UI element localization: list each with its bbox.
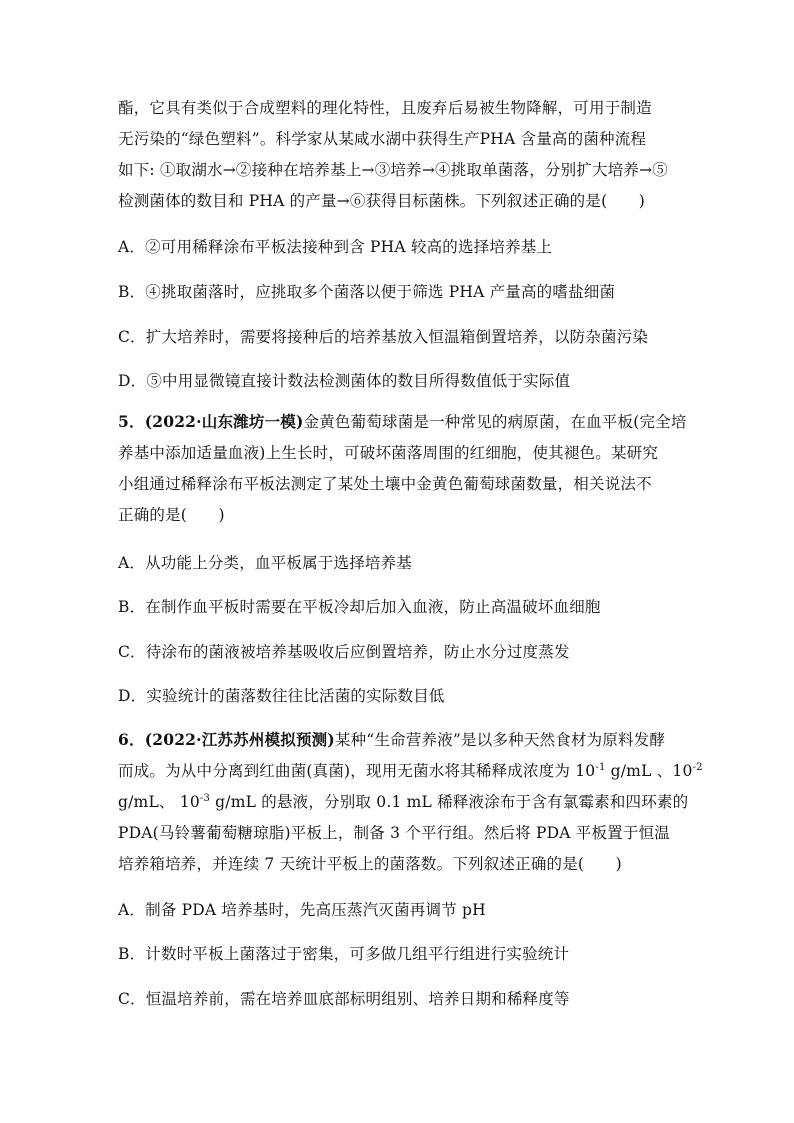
q6-option-a: A．制备 PDA 培养基时，先高压蒸汽灭菌再调节 pH — [118, 901, 486, 919]
q5-stem-line-2: 养基中添加适量血液)上生长时，可破坏菌落周围的红细胞，使其褪色。某研究 — [118, 444, 659, 462]
q6-line2-text-b: g/mL 、10 — [605, 762, 693, 780]
q5-stem-line-3: 小组通过稀释涂布平板法测定了某处土壤中金黄色葡萄球菌数量，相关说法不 — [118, 475, 652, 493]
q5-number: 5． — [118, 412, 145, 431]
q5-stem-line-1-text: 金黄色葡萄球菌是一种常见的病原菌，在血平板(完全培 — [303, 413, 687, 431]
q6-option-c: C．恒温培养前，需在培养皿底部标明组别、培养日期和稀释度等 — [118, 990, 570, 1008]
q5-option-a: A．从功能上分类，血平板属于选择培养基 — [118, 554, 412, 572]
q4-stem-line-1: 酯，它具有类似于合成塑料的理化特性，且废弃后易被生物降解，可用于制造 — [118, 99, 652, 117]
q6-number: 6． — [118, 730, 145, 749]
q6-stem-line-4: PDA(马铃薯葡萄糖琼脂)平板上，制备 3 个平行组。然后将 PDA 平板置于恒温 — [118, 824, 670, 842]
q5-option-d: D．实验统计的菌落数往往比活菌的实际数目低 — [118, 687, 445, 705]
q6-line3-text-a: g/mL、 10 — [118, 793, 200, 811]
q6-stem-line-3 — [118, 790, 688, 812]
q4-option-d: D．⑤中用显微镜直接计数法检测菌体的数目所得数值低于实际值 — [118, 372, 571, 390]
q4-stem-line-3: 如下: ①取湖水→②接种在培养基上→③培养→④挑取单菌落，分别扩大培养→⑤ — [118, 161, 669, 179]
q6-line2-exponent-1: -1 — [595, 761, 606, 773]
q4-option-c: C．扩大培养时，需要将接种后的培养基放入恒温箱倒置培养，以防杂菌污染 — [118, 328, 649, 346]
q6-line2-text-a: 而成。为从中分离到红曲菌(真菌)，现用无菌水将其稀释成浓度为 10 — [118, 762, 596, 780]
q5-stem-line-1 — [118, 410, 687, 432]
q6-stem-line-1-text: 某种“生命营养液”是以多种天然食材为原料发酵 — [334, 731, 666, 749]
q4-option-a: A．②可用稀释涂布平板法接种到含 PHA 较高的选择培养基上 — [118, 238, 553, 256]
q6-line3-exponent: -3 — [199, 792, 211, 804]
q5-source: (2022·山东潍坊一模) — [144, 412, 304, 431]
q4-option-b: B．④挑取菌落时，应挑取多个菌落以便于筛选 PHA 产量高的嗜盐细菌 — [118, 283, 616, 301]
q5-option-c: C．待涂布的菌液被培养基吸收后应倒置培养，防止水分过度蒸发 — [118, 643, 570, 661]
q4-stem-line-4: 检测菌体的数目和 PHA 的产量→⑥获得目标菌株。下列叙述正确的是( ) — [118, 192, 645, 210]
q6-stem-line-1 — [118, 728, 665, 750]
q4-stem-line-2: 无污染的“绿色塑料”。科学家从某咸水湖中获得生产PHA 含量高的菌种流程 — [118, 130, 647, 148]
q6-line3-text-b: g/mL 的悬液，分别取 0.1 mL 稀释液涂布于含有氯霉素和四环素的 — [210, 793, 689, 811]
q5-option-b: B．在制作血平板时需要在平板冷却后加入血液，防止高温破坏血细胞 — [118, 598, 601, 616]
q6-option-b: B．计数时平板上菌落过于密集，可多做几组平行组进行实验统计 — [118, 945, 570, 963]
q6-stem-line-2 — [118, 759, 703, 781]
q6-stem-line-5: 培养箱培养，并连续 7 天统计平板上的菌落数。下列叙述正确的是( ) — [118, 855, 622, 873]
q6-source: (2022·江苏苏州模拟预测) — [144, 730, 335, 749]
q6-line2-exponent-2: -2 — [692, 761, 703, 773]
q5-stem-line-4: 正确的是( ) — [118, 506, 225, 524]
